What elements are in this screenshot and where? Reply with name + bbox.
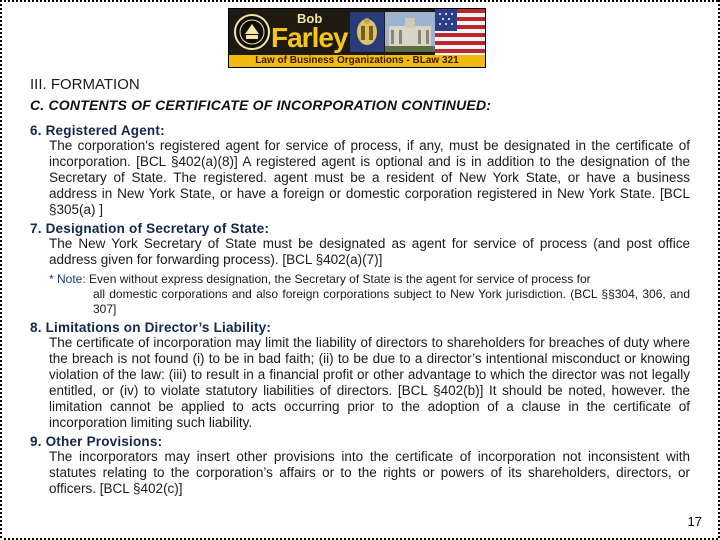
- content-body: [30, 120, 690, 497]
- note: [49, 272, 690, 317]
- item-designation-secretary: [30, 221, 690, 317]
- banner-last-name: Farley: [271, 22, 348, 53]
- us-flag-icon: [435, 9, 485, 55]
- frame-edge-top: [0, 0, 720, 2]
- note-text-rest: all domestic corporations and also foreign corporations subject to New York jurisdiction. (BCL §§304, 306, and 307]: [93, 287, 690, 316]
- capitol-building-icon: [385, 12, 435, 52]
- note-text-first: Even without express designation, the Secretary of State is the agent for service of process for: [89, 272, 591, 286]
- course-title: Law of Business Organizations - BLaw 321: [229, 55, 485, 67]
- item-title: 8. Limitations on Director’s Liability:: [30, 320, 272, 335]
- section-heading: III. FORMATION: [30, 76, 140, 93]
- ny-state-seal-icon: [350, 12, 384, 52]
- seal-logo-icon: [233, 12, 271, 52]
- item-limitations-liability: [30, 320, 690, 431]
- page-number: 17: [687, 514, 702, 529]
- course-banner: [228, 8, 486, 68]
- item-title: 6. Registered Agent:: [30, 123, 165, 138]
- frame-edge-left: [0, 0, 2, 540]
- item-body: The incorporators may insert other provisions into the certificate of incorporation not inconsistent with statutes relating to the corporation’s affairs or to the rights or powers of its shareholders, directors, or officers. [BCL §402(c)]: [49, 449, 690, 496]
- note-first-line: [49, 272, 690, 287]
- item-title: 9. Other Provisions:: [30, 434, 163, 449]
- item-registered-agent: [30, 123, 690, 218]
- item-body: The corporation's registered agent for service of process, if any, must be designated in the certificate of incorporation. [BCL §402(a)(8)] A registered agent is optional and is in addition to the designation of the Secretary of State. The registered. agent must be a resident of New York State, or have a business address in New York State, or have a foreign or domestic corporation registered in New York State. [BCL §305(a) ]: [49, 138, 690, 217]
- item-title: 7. Designation of Secretary of State:: [30, 221, 270, 236]
- sub-heading: C. CONTENTS OF CERTIFICATE OF INCORPORATION CONTINUED:: [30, 97, 492, 113]
- banner-first-name: Bob: [297, 11, 323, 26]
- note-label: * Note:: [49, 272, 86, 286]
- item-body: The certificate of incorporation may limit the liability of directors to shareholders for breaches of duty where the breach is not found (i) to be in bad faith; (ii) to be due to a director’s intentional misconduct or knowing violation of the law: (iii) to result in a financial profit or other advantage to which the director was not legally entitled, or (iv) to violate statutory liabilities of directors. [BCL §402(b)] It should be noted, however. the limitation cannot be applied to acts occurring prior to the adoption of a clause in the certificate of incorporation limiting such liability.: [49, 335, 690, 430]
- item-body: The New York Secretary of State must be designated as agent for service of process (and post office address given for forwarding process). [BCL §402(a)(7)]: [49, 236, 690, 267]
- item-other-provisions: [30, 434, 690, 497]
- name-block: [269, 11, 349, 55]
